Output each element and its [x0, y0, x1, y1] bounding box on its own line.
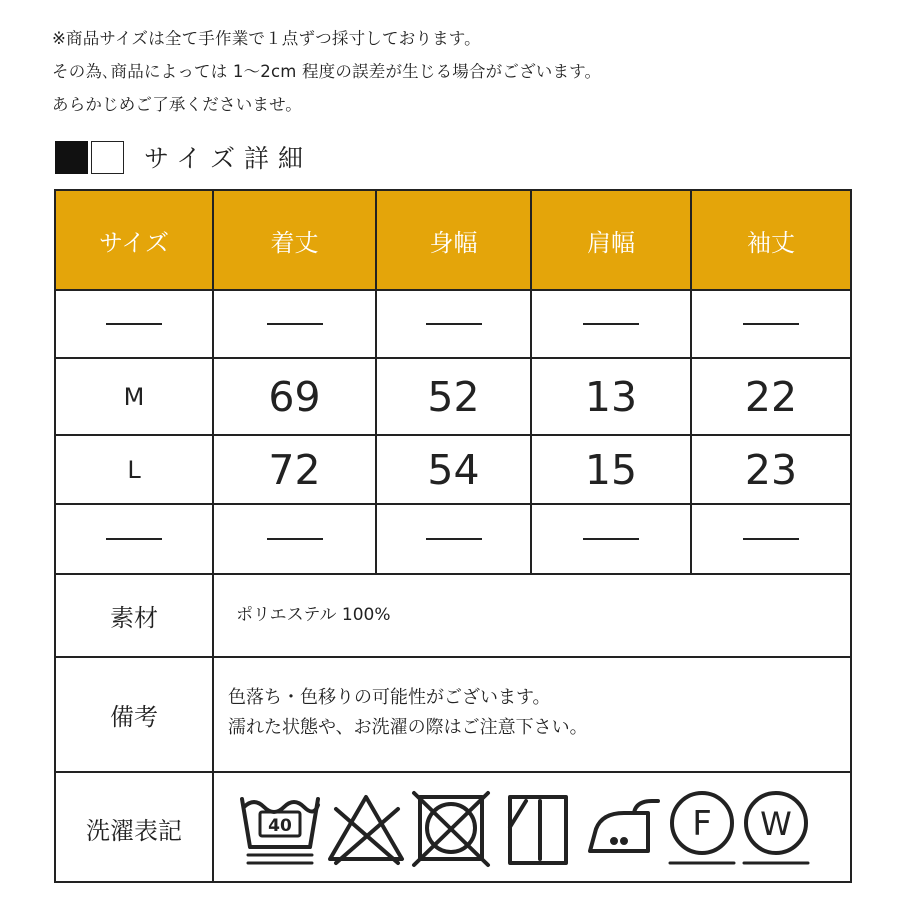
dash — [743, 323, 799, 325]
empty-cell — [532, 291, 690, 357]
black-square-icon — [55, 141, 88, 174]
empty-cell — [377, 505, 530, 573]
empty-cell — [56, 291, 212, 357]
material-label: 素材 — [110, 604, 158, 632]
empty-cell — [56, 505, 212, 573]
iron-low-icon — [590, 801, 658, 851]
dash — [583, 323, 639, 325]
value-cell: 15 — [584, 445, 638, 494]
no-bleach-icon — [330, 797, 402, 863]
wash-temp-text: 40 — [268, 816, 292, 836]
value-cell: 13 — [584, 372, 638, 421]
size-cell-m: M — [123, 382, 145, 411]
wet-clean-letter: W — [760, 805, 792, 843]
material-value: ポリエステル 100% — [236, 605, 391, 625]
dash — [267, 538, 323, 540]
empty-cell — [214, 291, 375, 357]
value-cell: 54 — [427, 445, 480, 494]
header-width: 身幅 — [377, 191, 530, 289]
header-sleeve: 袖丈 — [692, 191, 850, 289]
note-line: その為､商品によっては 1〜2cm 程度の誤差が生じる場合がございます。 — [52, 62, 602, 81]
header-size: サイズ — [56, 191, 212, 289]
dry-clean-letter: F — [692, 804, 712, 844]
no-tumble-dry-icon — [414, 793, 488, 865]
dash — [426, 538, 482, 540]
white-square-icon — [91, 141, 124, 174]
dash — [426, 323, 482, 325]
remarks-line: 色落ち・色移りの可能性がございます。 — [228, 687, 551, 708]
size-cell-l: L — [127, 455, 141, 484]
note-line: あらかじめご了承くださいませ。 — [52, 95, 303, 114]
notes — [52, 22, 601, 121]
header-shoulder: 肩幅 — [532, 191, 690, 289]
dash — [743, 538, 799, 540]
remarks-label: 備考 — [110, 703, 158, 731]
empty-cell — [692, 505, 850, 573]
dash — [583, 538, 639, 540]
dash — [106, 538, 162, 540]
line-dry-icon — [510, 797, 566, 863]
header-length: 着丈 — [214, 191, 375, 289]
note-line: ※商品サイズは全て手作業で１点ずつ採寸しております。 — [52, 29, 481, 48]
empty-cell — [532, 505, 690, 573]
remarks-text — [228, 683, 588, 743]
empty-cell — [377, 291, 530, 357]
care-icons — [240, 789, 810, 873]
value-cell: 69 — [268, 372, 321, 421]
heading-title: サイズ詳細 — [144, 144, 313, 173]
dash — [267, 323, 323, 325]
care-icons-svg — [240, 789, 810, 869]
size-table — [54, 189, 852, 883]
value-cell: 72 — [268, 445, 321, 494]
care-label: 洗濯表記 — [86, 816, 182, 845]
empty-cell — [692, 291, 850, 357]
value-cell: 52 — [427, 372, 480, 421]
empty-cell — [214, 505, 375, 573]
dash — [106, 323, 162, 325]
value-cell: 23 — [744, 445, 798, 494]
section-heading — [55, 139, 312, 175]
remarks-line: 濡れた状態や、お洗濯の際はご注意下さい。 — [228, 717, 588, 738]
value-cell: 22 — [744, 372, 798, 421]
